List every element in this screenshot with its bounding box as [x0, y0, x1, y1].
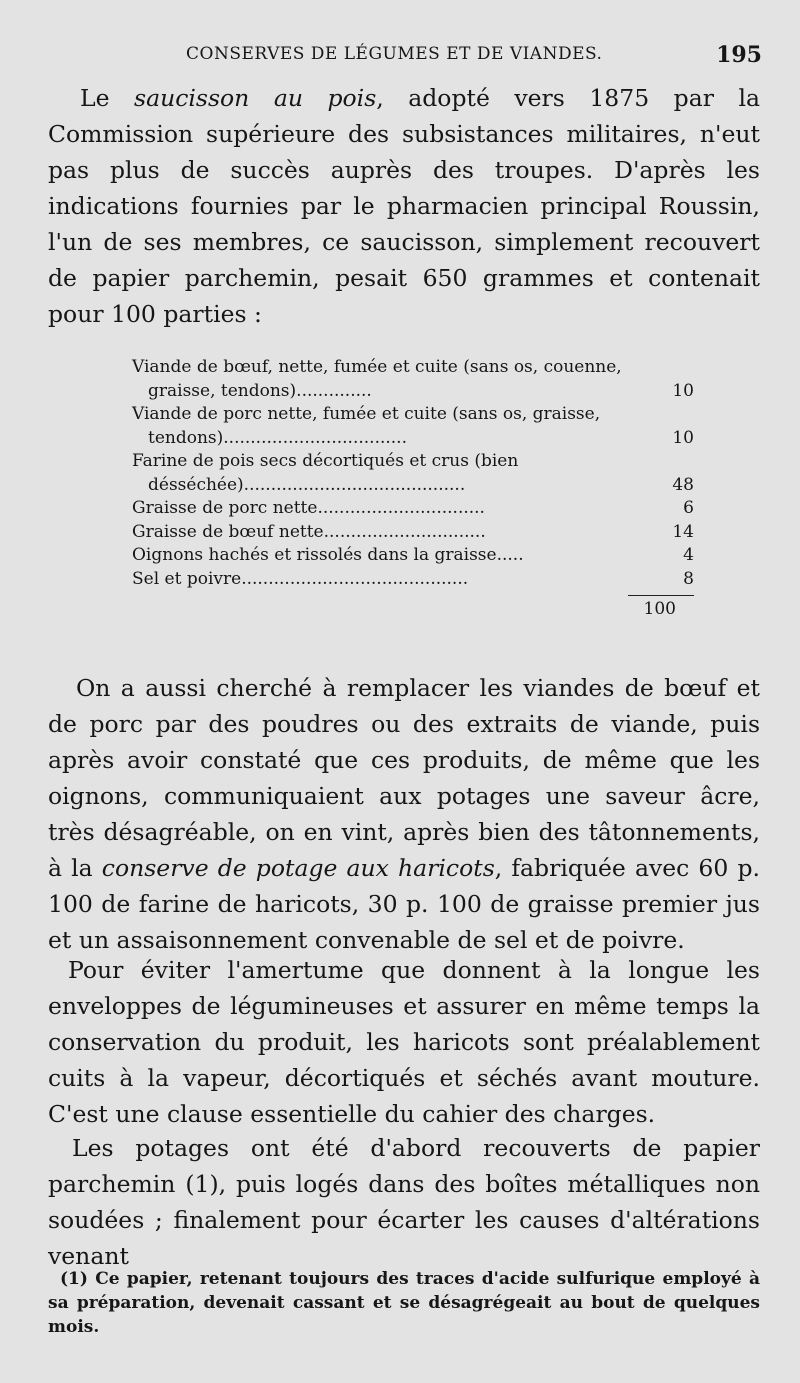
ingredient-quantity: 10 [672, 380, 694, 401]
table-total: 100 [643, 599, 676, 619]
table-row [132, 544, 694, 568]
paragraph-haricots [48, 670, 760, 958]
page-header [48, 42, 762, 72]
ingredient-name: Graisse de porc nette............................... [132, 498, 485, 518]
italic-term: conserve de potage aux haricots [101, 854, 495, 882]
ingredient-name: Sel et poivre.......................................... [132, 568, 469, 589]
footnote-text: Ce papier, retenant toujours des traces d'acide sulfurique employé à sa préparation, devenait cassant et se désagrégeait au bout de quelques mois. [48, 1269, 760, 1337]
table-row [132, 521, 694, 545]
table-row [132, 450, 694, 497]
ingredient-quantity: 10 [672, 427, 694, 448]
paragraph-potages: Les potages ont été d'abord recouverts de papier parchemin (1), puis logés dans des boîtes métalliques non soudées ; finalement pour écarter les causes d'altérations venant [48, 1134, 760, 1270]
paragraph-lead: Le [80, 84, 135, 112]
table-row [132, 568, 694, 592]
table-row [132, 497, 694, 521]
ingredient-name: Oignons hachés et rissolés dans la graisse..... [132, 545, 524, 565]
paragraph-rest: , adopté vers 1875 par la Commission supérieure des subsistances militaires, n'eut pas plus de succès auprès des troupes. D'après les indications fournies par le pharmacien principal Roussin, l'un de ses membres, ce saucisson, simplement recouvert de papier parchemin, pesait 650 grammes et contenait pour 100 parties : [48, 84, 761, 328]
running-title: CONSERVES DE LÉGUMES ET DE VIANDES. [186, 44, 603, 64]
ingredient-name: Graisse de bœuf nette.............................. [132, 521, 486, 542]
ingredient-quantity: 8 [683, 568, 694, 589]
footnote [48, 1267, 760, 1339]
ingredient-name: Viande de bœuf, nette, fumée et cuite (sans os, couenne, graisse, tendons).............. [132, 357, 622, 401]
paragraph-saucisson [48, 80, 760, 332]
ingredient-quantity: 4 [683, 545, 694, 565]
composition-table [132, 356, 694, 622]
ingredient-name: Viande de porc nette, fumée et cuite (sans os, graisse, tendons).................................. [132, 404, 601, 448]
ingredient-quantity: 14 [672, 521, 694, 542]
italic-term: saucisson au pois [134, 84, 377, 112]
table-row [132, 403, 694, 450]
page-number: 195 [716, 42, 762, 68]
table-row [132, 356, 694, 403]
ingredient-quantity: 6 [683, 498, 694, 518]
paragraph-lead: On a aussi cherché à remplacer les viandes de bœuf et de porc par des poudres ou des extraits de viande, puis après avoir constaté que ces produits, de même que les oignons, communiquaient aux potages une saveur âcre, très désagréable, on en vint, après bien des tâtonnements, à la [48, 674, 760, 882]
ingredient-quantity: 48 [672, 474, 694, 495]
total-rule [628, 595, 694, 596]
footnote-mark: (1) [60, 1269, 88, 1289]
ingredient-name: Farine de pois secs décortiqués et crus (bien désséchée)......................................... [132, 451, 519, 495]
paragraph-amertume: Pour éviter l'amertume que donnent à la longue les enveloppes de légumineuses et assurer en même temps la conservation du produit, les haricots sont préalablement cuits à la vapeur, décortiqués et séchés avant mouture. C'est une clause essentielle du cahier des charges. [48, 956, 760, 1128]
paragraph-rest: , fabriquée avec 60 p. 100 de farine de haricots, 30 p. 100 de graisse premier jus et un assaisonnement convenable de sel et de poivre. [48, 854, 760, 954]
